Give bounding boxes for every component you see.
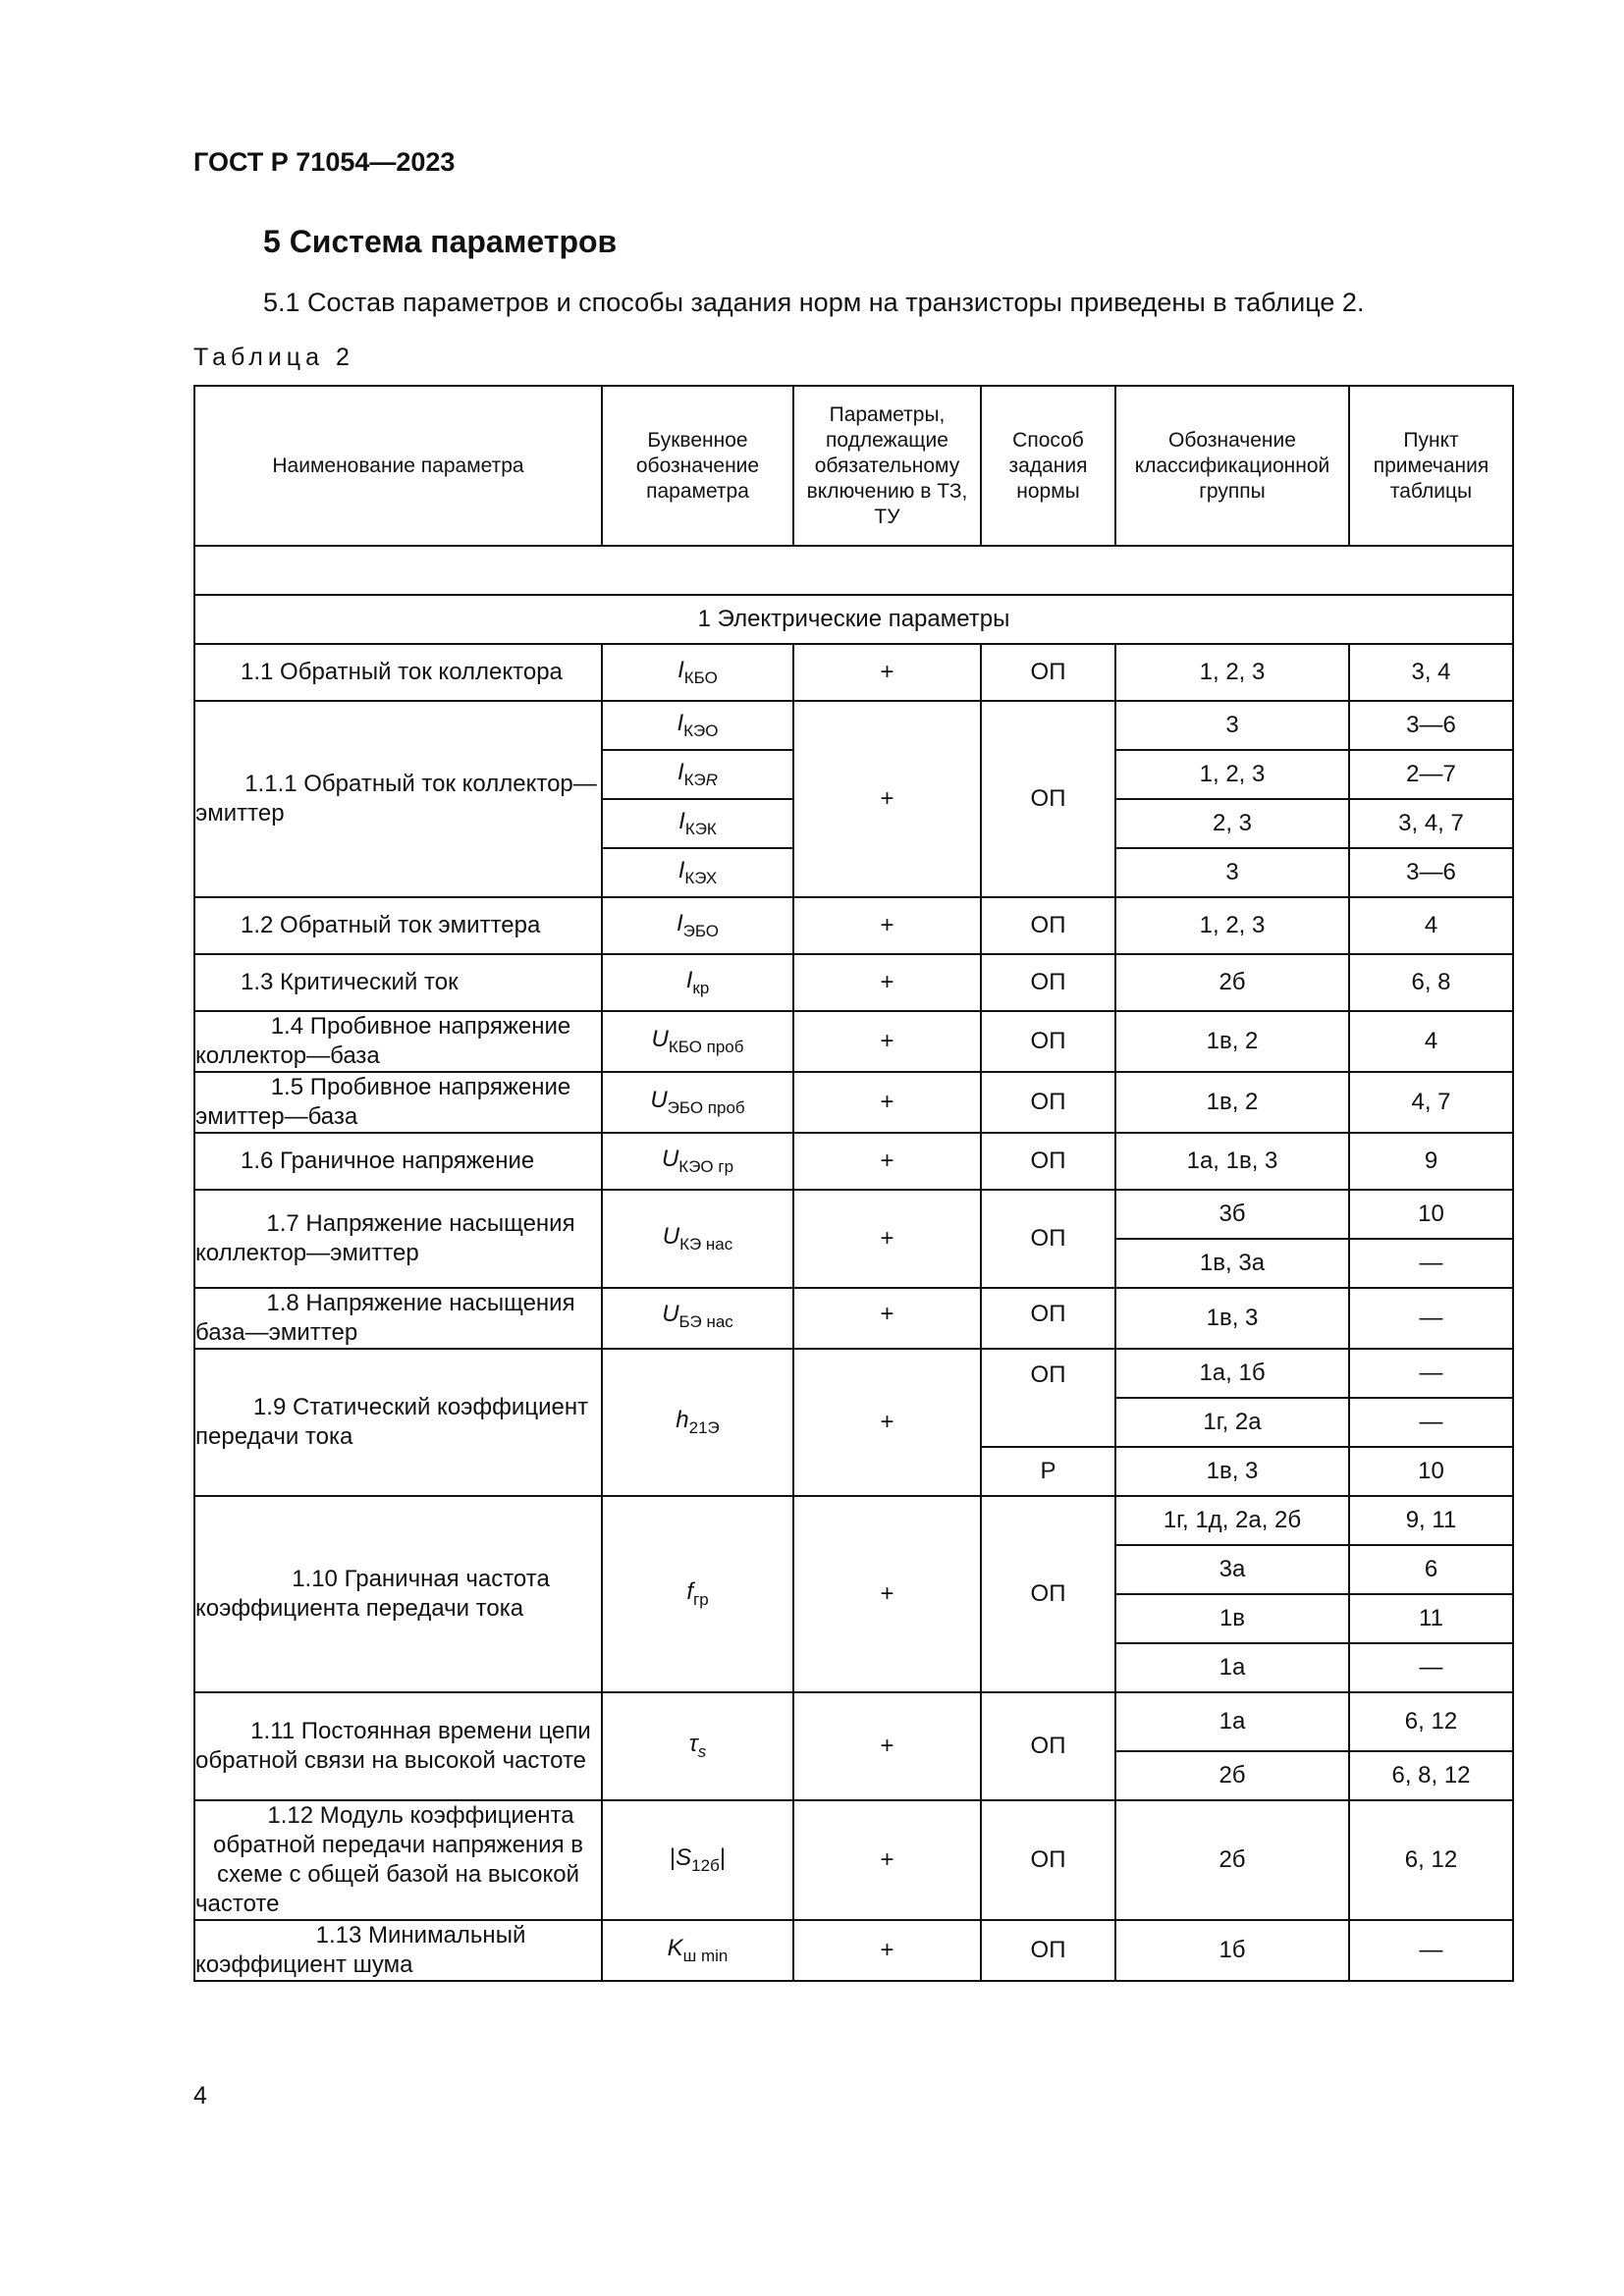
- norm-method: ОП: [981, 1133, 1115, 1190]
- mandatory-mark: +: [793, 1800, 981, 1920]
- mandatory-mark: +: [793, 644, 981, 701]
- param-name: 1.3 Критический ток: [194, 954, 602, 1011]
- note-ref: —: [1349, 1349, 1513, 1398]
- table-row: [194, 644, 1513, 701]
- class-group: 1в, 3а: [1115, 1239, 1349, 1288]
- header-class-group: Обозначение классификационной группы: [1115, 386, 1349, 546]
- table-row: [194, 954, 1513, 1011]
- note-ref: —: [1349, 1398, 1513, 1447]
- param-name: 1.9 Статический коэффициент передачи тока: [194, 1349, 602, 1496]
- norm-method: ОП: [981, 644, 1115, 701]
- param-symbol: $I_{ЭБО}$: [602, 897, 793, 954]
- class-group: 1в, 3: [1115, 1447, 1349, 1496]
- header-note-ref: Пункт примечания таблицы: [1349, 386, 1513, 546]
- note-ref: 6, 12: [1349, 1692, 1513, 1751]
- norm-method: ОП: [981, 1288, 1115, 1349]
- table-row: [194, 701, 1513, 750]
- class-group: 1в, 2: [1115, 1072, 1349, 1133]
- class-group: 1а: [1115, 1692, 1349, 1751]
- param-name: 1.13 Минимальный коэффициент шума: [194, 1920, 602, 1981]
- table-row: [194, 1496, 1513, 1545]
- table-row: [194, 1190, 1513, 1239]
- mandatory-mark: +: [793, 1349, 981, 1496]
- note-ref: 9, 11: [1349, 1496, 1513, 1545]
- class-group: 1в, 3: [1115, 1288, 1349, 1349]
- class-group: 3б: [1115, 1190, 1349, 1239]
- norm-method: ОП: [981, 1800, 1115, 1920]
- class-group: 2, 3: [1115, 799, 1349, 848]
- param-name: 1.1 Обратный ток коллектора: [194, 644, 602, 701]
- param-symbol: $U_{КЭ нас}$: [602, 1190, 793, 1288]
- note-ref: 4: [1349, 897, 1513, 954]
- mandatory-mark: +: [793, 1133, 981, 1190]
- table-header-row: [194, 386, 1513, 546]
- param-name: 1.7 Напряжение насыщения коллектор—эмиттер: [194, 1190, 602, 1288]
- table-row: [194, 1288, 1513, 1349]
- class-group: 2б: [1115, 954, 1349, 1011]
- norm-method: ОП: [981, 1692, 1115, 1800]
- param-symbol: $I_{КЭХ}$: [602, 848, 793, 897]
- note-ref: 11: [1349, 1594, 1513, 1643]
- section-title: 5 Система параметров: [263, 224, 618, 259]
- note-ref: 6: [1349, 1545, 1513, 1594]
- mandatory-mark: +: [793, 1011, 981, 1072]
- norm-method: ОП: [981, 1349, 1115, 1447]
- note-ref: —: [1349, 1643, 1513, 1692]
- note-ref: 9: [1349, 1133, 1513, 1190]
- class-group: 2б: [1115, 1751, 1349, 1800]
- mandatory-mark: +: [793, 1692, 981, 1800]
- param-symbol: $I_{КЭО}$: [602, 701, 793, 750]
- table-row: [194, 1920, 1513, 1981]
- param-name: 1.8 Напряжение насыщения база—эмиттер: [194, 1288, 602, 1349]
- param-symbol: $I_{КЭR}$: [602, 750, 793, 799]
- param-name: 1.2 Обратный ток эмиттера: [194, 897, 602, 954]
- note-ref: —: [1349, 1239, 1513, 1288]
- note-ref: 3, 4, 7: [1349, 799, 1513, 848]
- note-ref: —: [1349, 1288, 1513, 1349]
- class-group: 3а: [1115, 1545, 1349, 1594]
- note-ref: 6, 8: [1349, 954, 1513, 1011]
- class-group: 1в, 2: [1115, 1011, 1349, 1072]
- class-group: 1а, 1б: [1115, 1349, 1349, 1398]
- note-ref: 3, 4: [1349, 644, 1513, 701]
- header-mandatory: Параметры, подлежащие обязательному включению в ТЗ, ТУ: [793, 386, 981, 546]
- class-group: 1г, 1д, 2а, 2б: [1115, 1496, 1349, 1545]
- class-group: 1г, 2а: [1115, 1398, 1349, 1447]
- class-group: 1а, 1в, 3: [1115, 1133, 1349, 1190]
- norm-method: ОП: [981, 1496, 1115, 1692]
- table-gap-row: [194, 546, 1513, 595]
- norm-method: ОП: [981, 1920, 1115, 1981]
- mandatory-mark: +: [793, 1496, 981, 1692]
- page-number: 4: [193, 2082, 207, 2109]
- mandatory-mark: +: [793, 1288, 981, 1349]
- param-name: 1.6 Граничное напряжение: [194, 1133, 602, 1190]
- class-group: 1в: [1115, 1594, 1349, 1643]
- mandatory-mark: +: [793, 1920, 981, 1981]
- norm-method: ОП: [981, 1190, 1115, 1288]
- class-group: 1б: [1115, 1920, 1349, 1981]
- param-symbol: $U_{КБО проб}$: [602, 1011, 793, 1072]
- param-symbol: $U_{БЭ нас}$: [602, 1288, 793, 1349]
- table-row: [194, 1349, 1513, 1398]
- mandatory-mark: +: [793, 701, 981, 897]
- param-symbol: $U_{ЭБО проб}$: [602, 1072, 793, 1133]
- norm-method: ОП: [981, 1072, 1115, 1133]
- param-name: 1.1.1 Обратный ток коллектор—эмиттер: [194, 701, 602, 897]
- note-ref: 4: [1349, 1011, 1513, 1072]
- norm-method: ОП: [981, 897, 1115, 954]
- param-symbol: $U_{КЭО гр}$: [602, 1133, 793, 1190]
- header-letter-symbol: Буквенное обозначение параметра: [602, 386, 793, 546]
- class-group: 2б: [1115, 1800, 1349, 1920]
- param-symbol: $I_{КЭК}$: [602, 799, 793, 848]
- param-name: 1.5 Пробивное напряжение эмиттер—база: [194, 1072, 602, 1133]
- class-group: 3: [1115, 848, 1349, 897]
- header-method: Способ задания нормы: [981, 386, 1115, 546]
- mandatory-mark: +: [793, 897, 981, 954]
- note-ref: 10: [1349, 1447, 1513, 1496]
- section-row-label: 1 Электрические параметры: [194, 595, 1513, 644]
- param-symbol: $\tau_s$: [602, 1692, 793, 1800]
- document-code: ГОСТ Р 71054—2023: [193, 147, 456, 177]
- norm-method: ОП: [981, 701, 1115, 897]
- note-ref: 6, 8, 12: [1349, 1751, 1513, 1800]
- norm-method: ОП: [981, 954, 1115, 1011]
- header-param-name: Наименование параметра: [194, 386, 602, 546]
- param-name: 1.11 Постоянная времени цепи обратной связи на высокой частоте: [194, 1692, 602, 1800]
- table-row: [194, 1072, 1513, 1133]
- mandatory-mark: +: [793, 1190, 981, 1288]
- note-ref: 2—7: [1349, 750, 1513, 799]
- table-row: [194, 1133, 1513, 1190]
- param-symbol: $K_{ш min}$: [602, 1920, 793, 1981]
- param-symbol: $I_{кр}$: [602, 954, 793, 1011]
- table-row: [194, 897, 1513, 954]
- note-ref: 6, 12: [1349, 1800, 1513, 1920]
- note-ref: 4, 7: [1349, 1072, 1513, 1133]
- class-group: 1, 2, 3: [1115, 897, 1349, 954]
- class-group: 3: [1115, 701, 1349, 750]
- class-group: 1, 2, 3: [1115, 644, 1349, 701]
- param-name: 1.4 Пробивное напряжение коллектор—база: [194, 1011, 602, 1072]
- intro-paragraph: 5.1 Состав параметров и способы задания норм на транзисторы приведены в таблице 2.: [263, 288, 1365, 317]
- table-row: [194, 1692, 1513, 1751]
- table-caption: Таблица 2: [193, 344, 354, 371]
- mandatory-mark: +: [793, 1072, 981, 1133]
- parameters-table: [193, 385, 1514, 1982]
- param-name: 1.12 Модуль коэффициента обратной передачи напряжения в схеме с общей базой на высокой частоте: [194, 1800, 602, 1920]
- param-symbol: $|S_{12б}|$: [602, 1800, 793, 1920]
- note-ref: 10: [1349, 1190, 1513, 1239]
- class-group: 1, 2, 3: [1115, 750, 1349, 799]
- note-ref: 3—6: [1349, 848, 1513, 897]
- table-row: [194, 1011, 1513, 1072]
- norm-method: ОП: [981, 1011, 1115, 1072]
- note-ref: 3—6: [1349, 701, 1513, 750]
- table-section-row: [194, 595, 1513, 644]
- param-symbol: $I_{КБО}$: [602, 644, 793, 701]
- mandatory-mark: +: [793, 954, 981, 1011]
- class-group: 1а: [1115, 1643, 1349, 1692]
- norm-method: Р: [981, 1447, 1115, 1496]
- param-symbol: $f_{гр}$: [602, 1496, 793, 1692]
- note-ref: —: [1349, 1920, 1513, 1981]
- param-name: 1.10 Граничная частота коэффициента передачи тока: [194, 1496, 602, 1692]
- table-row: [194, 1800, 1513, 1920]
- param-symbol: $h_{21Э}$: [602, 1349, 793, 1496]
